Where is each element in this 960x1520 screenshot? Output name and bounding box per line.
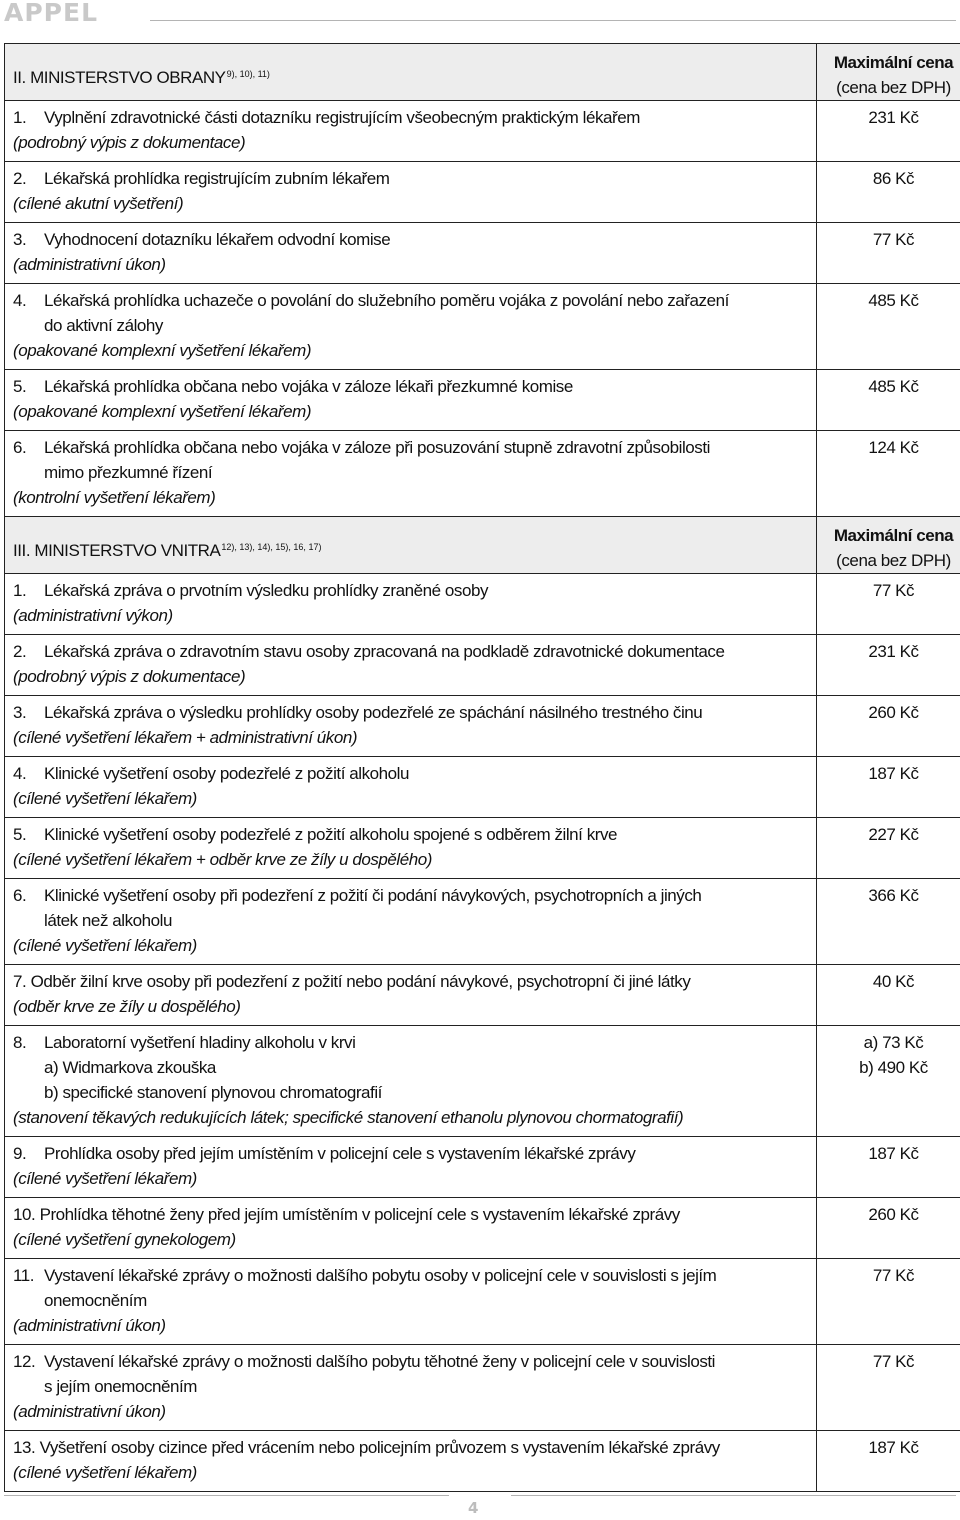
item-price: 187 Kč <box>868 764 919 783</box>
item-description-cell <box>5 370 817 431</box>
item-price-cell <box>817 1137 960 1198</box>
item-text: Lékařská zpráva o zdravotním stavu osoby zpracovaná na podkladě zdravotnické dokumentace <box>44 642 725 661</box>
item-description <box>13 162 810 222</box>
item-description <box>13 1431 810 1491</box>
section-title-text: III. MINISTERSTVO VNITRA <box>13 541 221 560</box>
item-number: 5. <box>13 825 27 844</box>
column-header <box>817 44 960 100</box>
item-description <box>13 696 810 756</box>
item-number: 4. <box>13 764 27 783</box>
footer-rule-right <box>511 1495 956 1496</box>
item-description <box>13 879 810 964</box>
item-first-line <box>13 374 810 399</box>
item-description-cell <box>5 162 817 223</box>
item-first-line <box>13 1141 810 1166</box>
item-text: Vystavení lékařské zprávy o možnosti dalšího pobytu osoby v policejní cele v souvislosti s jejím <box>44 1266 717 1285</box>
item-price-cell <box>817 1259 960 1345</box>
item-text: Vystavení lékařské zprávy o možnosti dalšího pobytu těhotné ženy v policejní cele v souvislosti <box>44 1352 715 1371</box>
item-price-cell <box>817 431 960 517</box>
item-number: 6. <box>13 438 27 457</box>
item-continuation: onemocněním <box>44 1291 147 1310</box>
item-price: 86 Kč <box>872 169 915 188</box>
item-number: 10. <box>13 1205 36 1224</box>
item-first-line <box>13 1202 810 1227</box>
item-description <box>13 284 810 369</box>
item-price: 77 Kč <box>872 1266 915 1285</box>
item-text: Odběr žilní krve osoby při podezření z požití nebo podání návykové, psychotropní či jiné látky <box>30 972 691 991</box>
item-first-line <box>13 969 810 994</box>
item-first-line <box>13 227 810 252</box>
section-header-row <box>5 44 960 101</box>
item-text: Prohlídka těhotné ženy před jejím umístěním v policejní cele s vystavením lékařské zprávy <box>39 1205 680 1224</box>
page-number: 4 <box>468 1499 479 1517</box>
table-row <box>5 431 960 517</box>
item-price-cell <box>817 574 960 635</box>
item-continuation: mimo přezkumné řízení <box>44 463 213 482</box>
item-number: 3. <box>13 230 27 249</box>
table-row <box>5 696 960 757</box>
item-price: 77 Kč <box>872 230 915 249</box>
item-note: (administrativní úkon) <box>13 1402 166 1421</box>
item-first-line <box>13 578 810 603</box>
table-row <box>5 635 960 696</box>
item-text: Klinické vyšetření osoby při podezření z požití či podání návykových, psychotropních a jiných <box>44 886 702 905</box>
item-first-line <box>13 105 810 130</box>
item-text: Lékařská prohlídka uchazeče o povolání do služebního poměru vojáka z povolání nebo zařazení <box>44 291 729 310</box>
item-text: Lékařská prohlídka občana nebo vojáka v záloze při posuzování stupně zdravotní způsobilosti <box>44 438 710 457</box>
item-description <box>13 1345 810 1430</box>
item-description <box>13 1198 810 1258</box>
item-price-option: a) 73 Kč <box>863 1033 924 1052</box>
item-number: 1. <box>13 108 27 127</box>
item-price: 187 Kč <box>868 1438 919 1457</box>
item-description-cell <box>5 1026 817 1137</box>
item-price-cell <box>817 635 960 696</box>
section-header-row <box>5 517 960 574</box>
item-text: Laboratorní vyšetření hladiny alkoholu v krvi <box>44 1033 356 1052</box>
table-row <box>5 1198 960 1259</box>
table-row <box>5 879 960 965</box>
item-description <box>13 635 810 695</box>
item-description-cell <box>5 696 817 757</box>
item-price: 40 Kč <box>872 972 915 991</box>
item-note: (stanovení těkavých redukujících látek; specifické stanovení ethanolu plynovou chormatografií) <box>13 1108 684 1127</box>
column-header-cell <box>817 517 960 574</box>
item-first-line <box>13 700 810 725</box>
section-footnote-refs: 9), 10), 11) <box>226 69 270 79</box>
item-note: (cílené vyšetření lékařem + odběr krve ze žíly u dospělého) <box>13 850 432 869</box>
item-description-cell <box>5 1431 817 1492</box>
item-price-cell <box>817 1198 960 1259</box>
item-price-cell <box>817 696 960 757</box>
price-table <box>4 43 960 1492</box>
item-description <box>13 1137 810 1197</box>
item-first-line <box>13 822 810 847</box>
item-first-line <box>13 1030 810 1055</box>
item-note: (odběr krve ze žíly u dospělého) <box>13 997 241 1016</box>
table-row <box>5 1137 960 1198</box>
item-price: 485 Kč <box>868 377 919 396</box>
item-price: 485 Kč <box>868 291 919 310</box>
item-price-cell <box>817 1026 960 1137</box>
item-price-cell <box>817 101 960 162</box>
table-row <box>5 370 960 431</box>
item-number: 11. <box>13 1266 35 1285</box>
item-first-line <box>13 288 810 313</box>
item-note: (opakované komplexní vyšetření lékařem) <box>13 341 312 360</box>
item-price-cell <box>817 1345 960 1431</box>
column-header-subtitle: (cena bez DPH) <box>836 78 951 97</box>
item-description <box>13 1026 810 1136</box>
section-title <box>13 44 810 92</box>
item-first-line <box>13 1263 810 1288</box>
item-description <box>13 574 810 634</box>
column-header-subtitle: (cena bez DPH) <box>836 551 951 570</box>
item-price: 260 Kč <box>868 1205 919 1224</box>
table-row <box>5 223 960 284</box>
item-description-cell <box>5 879 817 965</box>
item-number: 5. <box>13 377 27 396</box>
item-number: 9. <box>13 1144 27 1163</box>
section-title-text: II. MINISTERSTVO OBRANY <box>13 68 226 87</box>
item-note: (podrobný výpis z dokumentace) <box>13 667 246 686</box>
column-header-cell <box>817 44 960 101</box>
item-description <box>13 431 810 516</box>
item-continuation: s jejím onemocněním <box>44 1377 198 1396</box>
item-description <box>13 1259 810 1344</box>
item-note: (cílené akutní vyšetření) <box>13 194 184 213</box>
item-price <box>817 1026 960 1080</box>
item-note: (administrativní úkon) <box>13 255 166 274</box>
item-description <box>13 818 810 878</box>
item-description-cell <box>5 574 817 635</box>
item-number: 6. <box>13 886 27 905</box>
item-note: (cílené vyšetření lékařem) <box>13 1463 197 1482</box>
table-row <box>5 162 960 223</box>
item-continuation: látek než alkoholu <box>44 911 172 930</box>
item-description-cell <box>5 757 817 818</box>
table-row <box>5 1259 960 1345</box>
item-price-cell <box>817 1431 960 1492</box>
item-first-line <box>13 883 810 908</box>
item-price: 231 Kč <box>868 108 919 127</box>
item-price: 77 Kč <box>872 581 915 600</box>
item-description-cell <box>5 1198 817 1259</box>
item-price: 77 Kč <box>872 1352 915 1371</box>
item-description <box>13 223 810 283</box>
item-text: Vyhodnocení dotazníku lékařem odvodní komise <box>44 230 391 249</box>
item-description-cell <box>5 818 817 879</box>
item-description-cell <box>5 223 817 284</box>
item-first-line <box>13 435 810 460</box>
column-header-title: Maximální cena <box>833 53 954 72</box>
item-first-line <box>13 1349 810 1374</box>
item-text: Prohlídka osoby před jejím umístěním v policejní cele s vystavením lékařské zprávy <box>44 1144 636 1163</box>
table-row <box>5 1345 960 1431</box>
item-price: 124 Kč <box>868 438 919 457</box>
item-number: 8. <box>13 1033 27 1052</box>
item-price: 231 Kč <box>868 642 919 661</box>
item-description-cell <box>5 431 817 517</box>
item-description-cell <box>5 1259 817 1345</box>
item-text: Vyplnění zdravotnické části dotazníku registrujícím všeobecným praktickým lékařem <box>44 108 640 127</box>
item-description <box>13 370 810 430</box>
item-price: 187 Kč <box>868 1144 919 1163</box>
item-description-cell <box>5 1345 817 1431</box>
item-first-line <box>13 1435 810 1460</box>
column-header <box>817 517 960 573</box>
item-number: 4. <box>13 291 27 310</box>
item-number: 2. <box>13 169 27 188</box>
item-note: (podrobný výpis z dokumentace) <box>13 133 246 152</box>
section-title <box>13 517 810 565</box>
item-description-cell <box>5 635 817 696</box>
table-row <box>5 101 960 162</box>
item-first-line <box>13 639 810 664</box>
item-note: (administrativní úkon) <box>13 1316 166 1335</box>
item-description-cell <box>5 965 817 1026</box>
item-note: (kontrolní vyšetření lékařem) <box>13 488 216 507</box>
item-text: Lékařská prohlídka registrujícím zubním lékařem <box>44 169 390 188</box>
item-text: Lékařská zpráva o prvotním výsledku prohlídky zraněné osoby <box>44 581 489 600</box>
table-row <box>5 757 960 818</box>
publisher-logo: APPEL <box>4 0 99 27</box>
item-first-line <box>13 166 810 191</box>
item-price: 260 Kč <box>868 703 919 722</box>
header-rule <box>150 20 956 21</box>
item-note: (cílené vyšetření lékařem) <box>13 1169 197 1188</box>
item-number: 3. <box>13 703 27 722</box>
table-row <box>5 965 960 1026</box>
item-description <box>13 101 810 161</box>
column-header-title: Maximální cena <box>833 526 954 545</box>
item-price-cell <box>817 223 960 284</box>
item-first-line <box>13 761 810 786</box>
item-sub-option: b) specifické stanovení plynovou chromatografií <box>44 1083 382 1102</box>
item-continuation: do aktivní zálohy <box>44 316 163 335</box>
item-number: 1. <box>13 581 27 600</box>
item-price-cell <box>817 879 960 965</box>
item-text: Lékařská prohlídka občana nebo vojáka v záloze lékaři přezkumné komise <box>44 377 573 396</box>
item-note: (cílené vyšetření lékařem + administrativní úkon) <box>13 728 358 747</box>
item-price-cell <box>817 370 960 431</box>
item-sub-option: a) Widmarkova zkouška <box>44 1058 216 1077</box>
section-footnote-refs: 12), 13), 14), 15), 16, 17) <box>221 542 322 552</box>
table-row <box>5 284 960 370</box>
item-note: (administrativní výkon) <box>13 606 173 625</box>
item-note: (cílené vyšetření lékařem) <box>13 789 197 808</box>
item-text: Lékařská zpráva o výsledku prohlídky osoby podezřelé ze spáchání násilného trestného činu <box>44 703 703 722</box>
item-price-cell <box>817 284 960 370</box>
item-number: 13. <box>13 1438 36 1457</box>
item-description-cell <box>5 284 817 370</box>
footer-rule-left <box>4 1495 449 1496</box>
table-row <box>5 574 960 635</box>
item-price: 366 Kč <box>868 886 919 905</box>
item-note: (cílené vyšetření gynekologem) <box>13 1230 236 1249</box>
table-row <box>5 818 960 879</box>
item-description <box>13 965 810 1025</box>
item-note: (opakované komplexní vyšetření lékařem) <box>13 402 312 421</box>
item-price-cell <box>817 162 960 223</box>
item-text: Klinické vyšetření osoby podezřelé z požití alkoholu <box>44 764 409 783</box>
item-description-cell <box>5 101 817 162</box>
item-description <box>13 757 810 817</box>
section-title-cell <box>5 44 817 101</box>
item-number: 12. <box>13 1352 36 1371</box>
item-price-cell <box>817 818 960 879</box>
item-description-cell <box>5 1137 817 1198</box>
item-price-cell <box>817 757 960 818</box>
section-title-cell <box>5 517 817 574</box>
item-text: Vyšetření osoby cizince před vrácením nebo policejním průvozem s vystavením lékařské zprávy <box>39 1438 720 1457</box>
item-note: (cílené vyšetření lékařem) <box>13 936 197 955</box>
table-row <box>5 1431 960 1492</box>
item-price: 227 Kč <box>868 825 919 844</box>
item-price-cell <box>817 965 960 1026</box>
item-text: Klinické vyšetření osoby podezřelé z požití alkoholu spojené s odběrem žilní krve <box>44 825 618 844</box>
item-number: 2. <box>13 642 27 661</box>
table-row <box>5 1026 960 1137</box>
item-price-option: b) 490 Kč <box>859 1058 928 1077</box>
item-number: 7. <box>13 972 27 991</box>
